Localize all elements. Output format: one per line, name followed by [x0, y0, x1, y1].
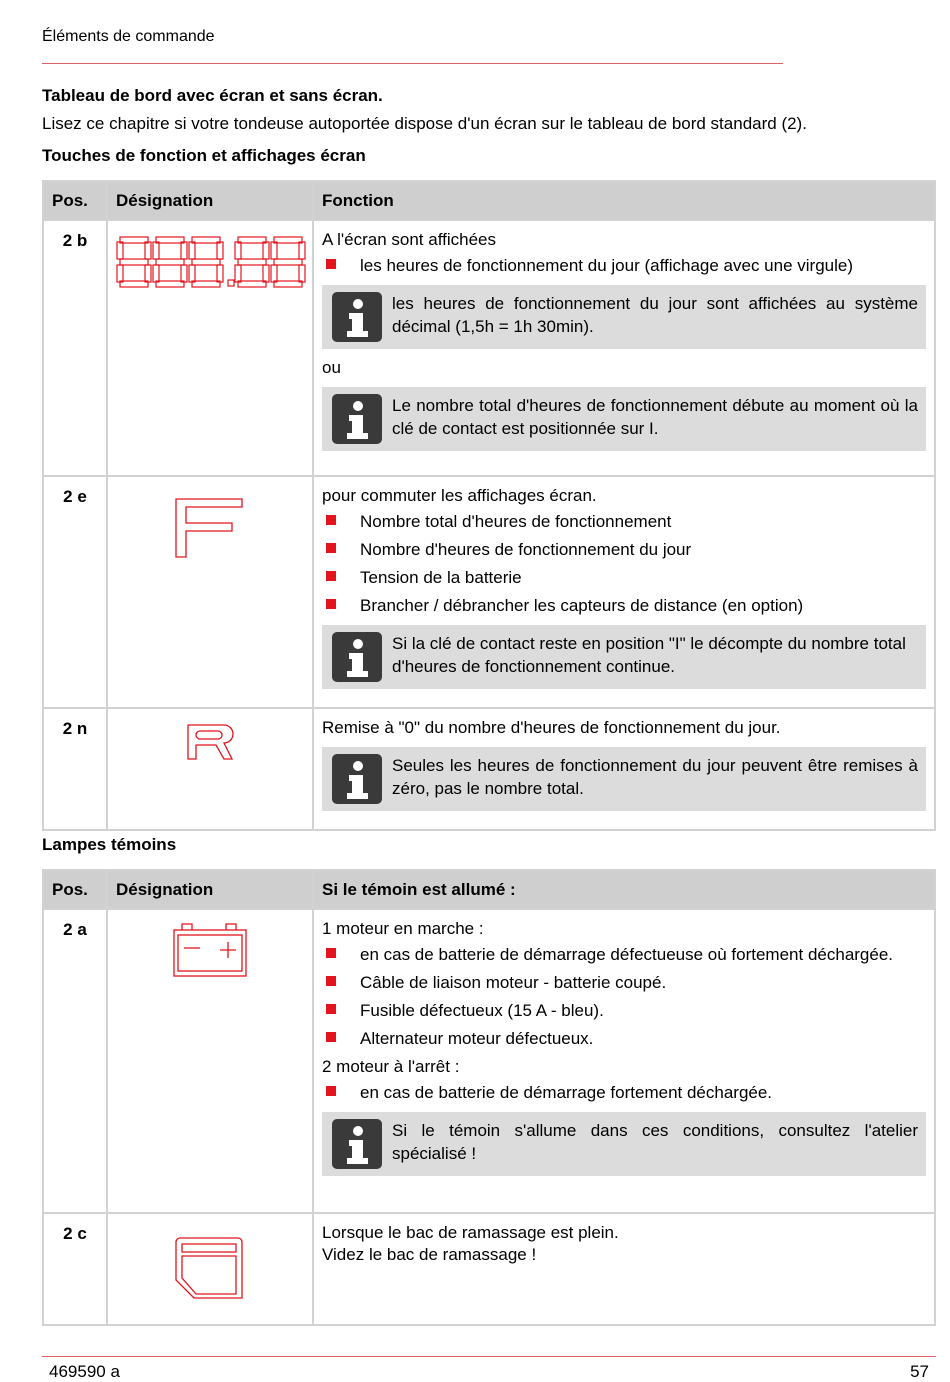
intro-text: Lisez ce chapitre si votre tondeuse autoportée dispose d'un écran sur le tableau de bord standard (2). [42, 114, 807, 133]
document-number: 469590 a [49, 1362, 120, 1381]
info-note [322, 747, 926, 811]
table-header-row [43, 181, 935, 220]
note-text: les heures de fonctionnement du jour sont affichées au système décimal (1,5h = 1h 30min). [392, 294, 918, 336]
note-text: Seules les heures de fonctionnement du jour peuvent être remises à zéro, pas le nombre total. [392, 756, 918, 798]
digital-display-icon [116, 235, 306, 291]
info-note [322, 1112, 926, 1176]
col-pos: Pos. [43, 870, 107, 909]
table-row [43, 909, 935, 1213]
row-intro: pour commuter les affichages écran. [322, 486, 597, 505]
f-button-icon [174, 497, 244, 559]
list-item: Tension de la batterie [322, 567, 926, 589]
header-rule [42, 63, 783, 64]
row-pos: 2 a [43, 909, 107, 1213]
or-text: ou [322, 358, 341, 377]
battery-icon [172, 922, 248, 978]
note-text: Si la clé de contact reste en position "I" le décompte du nombre total d'heures de fonctionnement continue. [392, 634, 906, 676]
col-designation: Désignation [107, 181, 313, 220]
grass-bag-icon [174, 1236, 244, 1300]
info-icon [332, 1119, 382, 1169]
table-row [43, 220, 935, 476]
footer-rule [42, 1356, 936, 1357]
info-note [322, 625, 926, 689]
running-header: Éléments de commande [42, 28, 215, 45]
table1-heading: Touches de fonction et affichages écran [42, 146, 366, 165]
col-designation: Désignation [107, 870, 313, 909]
list-item: Nombre total d'heures de fonctionnement [322, 511, 926, 533]
note-text: Si le témoin s'allume dans ces conditions, consultez l'atelier spécialisé ! [392, 1121, 918, 1163]
list-item: Fusible défectueux (15 A - bleu). [322, 1000, 926, 1022]
row-pos: 2 c [43, 1213, 107, 1325]
list-item: les heures de fonctionnement du jour (affichage avec une virgule) [322, 255, 926, 277]
info-icon [332, 292, 382, 342]
row-pos: 2 n [43, 708, 107, 830]
row-line: Lorsque le bac de ramassage est plein. [322, 1223, 619, 1242]
row-pos: 2 e [43, 476, 107, 708]
row-intro: A l'écran sont affichées [322, 230, 496, 249]
row-line: Videz le bac de ramassage ! [322, 1245, 537, 1264]
page-number: 57 [910, 1362, 929, 1381]
table2-heading: Lampes témoins [42, 835, 177, 854]
table-row [43, 476, 935, 708]
list-item: en cas de batterie de démarrage défectueuse où fortement déchargée. [322, 944, 926, 966]
info-icon [332, 394, 382, 444]
note-text: Le nombre total d'heures de fonctionnement débute au moment où la clé de contact est positionnée sur I. [392, 396, 918, 438]
row-intro: 1 moteur en marche : [322, 919, 484, 938]
col-condition: Si le témoin est allumé : [313, 870, 935, 909]
warning-lamps-table [42, 869, 936, 1326]
list-item: Brancher / débrancher les capteurs de distance (en option) [322, 595, 926, 617]
function-keys-table [42, 180, 936, 831]
row-intro: 2 moteur à l'arrêt : [322, 1057, 460, 1076]
row-pos: 2 b [43, 220, 107, 476]
info-note [322, 285, 926, 349]
col-pos: Pos. [43, 181, 107, 220]
col-function: Fonction [313, 181, 935, 220]
info-note [322, 387, 926, 451]
table-header-row [43, 870, 935, 909]
table-row [43, 1213, 935, 1325]
info-icon [332, 632, 382, 682]
section-title: Tableau de bord avec écran et sans écran. [42, 86, 383, 105]
r-button-icon [186, 723, 234, 761]
list-item: Nombre d'heures de fonctionnement du jour [322, 539, 926, 561]
list-item: en cas de batterie de démarrage fortement déchargée. [322, 1082, 926, 1104]
table-row [43, 708, 935, 830]
list-item: Câble de liaison moteur - batterie coupé. [322, 972, 926, 994]
row-intro: Remise à "0" du nombre d'heures de fonctionnement du jour. [322, 718, 781, 737]
list-item: Alternateur moteur défectueux. [322, 1028, 926, 1050]
info-icon [332, 754, 382, 804]
